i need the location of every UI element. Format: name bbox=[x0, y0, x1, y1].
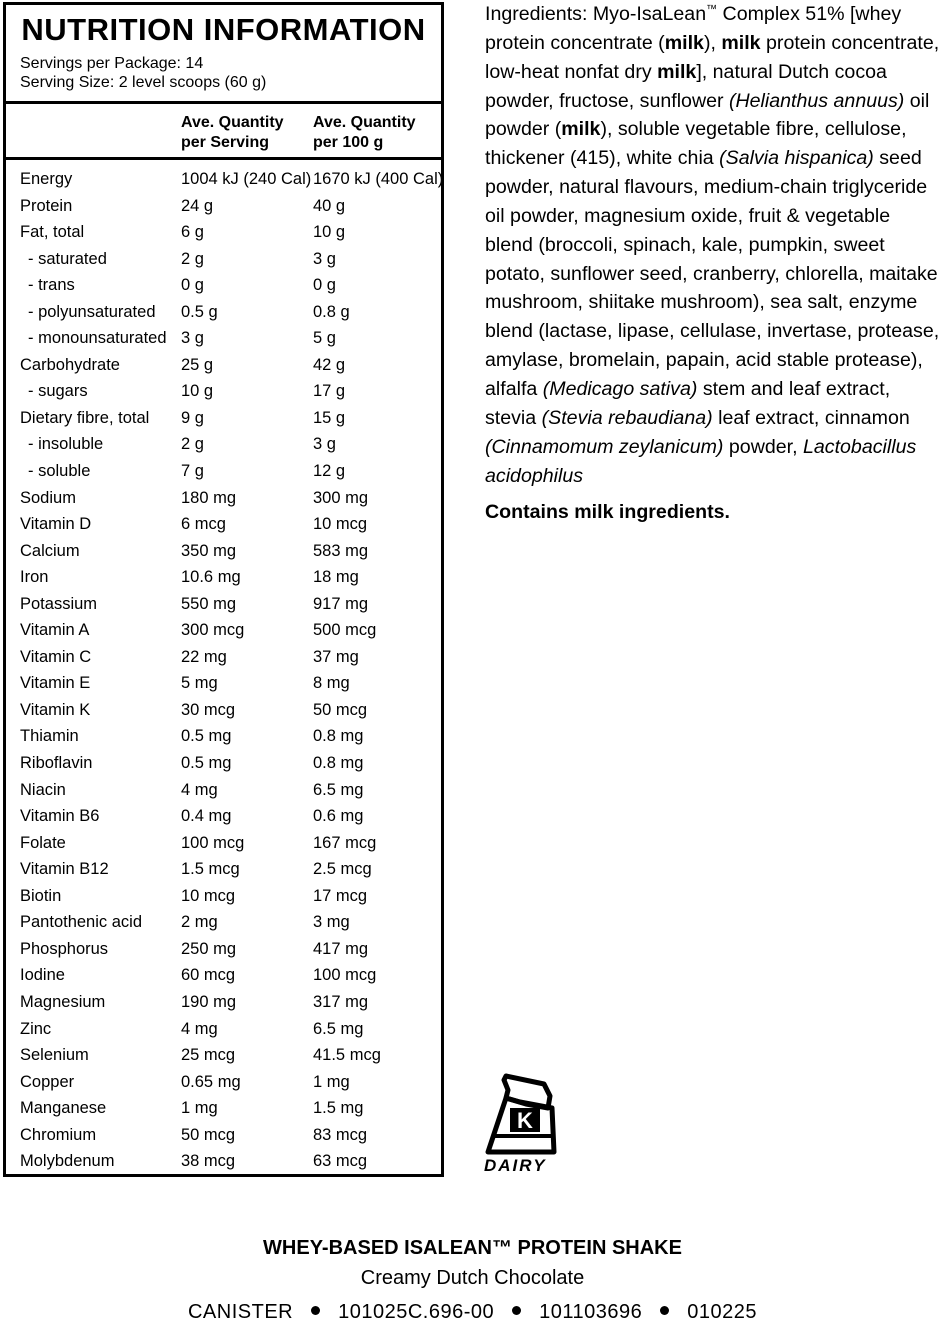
nutrient-per-serving: 60 mcg bbox=[181, 966, 236, 985]
nutrient-per-serving: 1.5 mcg bbox=[181, 860, 240, 879]
nutrient-per-100g: 6.5 mg bbox=[313, 1019, 364, 1038]
nutrient-name: Folate bbox=[20, 833, 66, 852]
nutrient-per-100g: 37 mg bbox=[313, 647, 359, 666]
nutrient-per-100g: 317 mg bbox=[313, 992, 369, 1011]
kosher-letter: K bbox=[517, 1108, 533, 1133]
product-code: 010225 bbox=[687, 1301, 757, 1323]
divider-header bbox=[6, 101, 441, 104]
ingredients-segment: Complex 51% [whey protein concentrate ( bbox=[485, 3, 902, 54]
nutrient-name: Niacin bbox=[20, 780, 66, 799]
ingredients-segment: Lactobacillus acidophilus bbox=[485, 435, 917, 487]
nutrient-per-serving: 180 mg bbox=[181, 488, 237, 507]
nutrient-per-serving: 4 mg bbox=[181, 1019, 218, 1038]
nutrient-per-100g: 18 mg bbox=[313, 568, 359, 587]
table-row bbox=[6, 591, 441, 618]
ingredients-segment: ], natural Dutch cocoa powder, fructose, sunflower bbox=[485, 60, 887, 112]
nutrient-per-serving: 5 mg bbox=[181, 674, 218, 693]
nutrient-per-100g: 1670 kJ (400 Cal) bbox=[313, 170, 444, 188]
nutrient-per-100g: 500 mcg bbox=[313, 621, 377, 640]
serving-info bbox=[20, 54, 266, 92]
nutrient-per-100g: 8 mg bbox=[313, 674, 350, 693]
nutrient-per-100g: 15 g bbox=[313, 408, 346, 427]
nutrient-per-serving: 250 mg bbox=[181, 939, 237, 958]
nutrient-name: Vitamin A bbox=[20, 621, 90, 640]
nutrient-name: Vitamin D bbox=[20, 515, 92, 534]
table-row bbox=[6, 1095, 441, 1122]
table-row bbox=[6, 352, 441, 379]
nutrient-name: Calcium bbox=[20, 541, 80, 560]
nutrient-name: - monounsaturated bbox=[28, 329, 167, 348]
nutrient-per-100g: 300 mg bbox=[313, 488, 369, 507]
nutrient-name: Molybdenum bbox=[20, 1152, 115, 1171]
nutrient-name: Dietary fibre, total bbox=[20, 408, 150, 427]
nutrient-name: Vitamin C bbox=[20, 647, 92, 666]
nutrient-per-serving: 30 mcg bbox=[181, 700, 236, 719]
product-title: WHEY-BASED ISALEAN™ PROTEIN SHAKE bbox=[263, 1237, 682, 1259]
nutrient-per-100g: 42 g bbox=[313, 355, 346, 374]
ingredients-segment: protein concentrate, low-heat nonfat dry bbox=[485, 31, 940, 83]
nutrient-per-serving: 1004 kJ (240 Cal) bbox=[181, 170, 312, 188]
nutrient-per-serving: 6 g bbox=[181, 223, 204, 242]
nutrient-per-serving: 100 mcg bbox=[181, 833, 245, 852]
product-flavor: Creamy Dutch Chocolate bbox=[360, 1267, 585, 1289]
nutrient-per-100g: 0.6 mg bbox=[313, 807, 364, 826]
table-row bbox=[6, 1042, 441, 1069]
ingredients-segment: (Helianthus annuus) bbox=[728, 89, 905, 112]
bullet-separator bbox=[660, 1306, 669, 1315]
table-row bbox=[6, 644, 441, 671]
serving-size: Serving Size: 2 level scoops (60 g) bbox=[20, 74, 267, 91]
nutrient-per-serving: 24 g bbox=[181, 196, 214, 215]
nutrient-per-serving: 10.6 mg bbox=[181, 568, 241, 587]
nutrient-name: Sodium bbox=[20, 488, 76, 507]
nutrient-name: Vitamin B12 bbox=[20, 860, 109, 879]
ingredients-segment: milk bbox=[657, 60, 697, 83]
ingredients-segment: (Cinnamomum zeylanicum) bbox=[485, 435, 724, 458]
nutrient-per-serving: 10 g bbox=[181, 382, 214, 401]
nutrient-per-serving: 0.4 mg bbox=[181, 807, 232, 826]
nutrient-table bbox=[6, 166, 444, 1175]
nutrient-per-serving: 350 mg bbox=[181, 541, 237, 560]
ingredients-segment: Ingredients: Myo-IsaLean bbox=[485, 3, 707, 25]
nutrient-name: - soluble bbox=[28, 462, 91, 481]
table-row bbox=[6, 564, 441, 591]
nutrient-name: Fat, total bbox=[20, 223, 85, 242]
table-row bbox=[6, 405, 441, 432]
product-codes bbox=[0, 1299, 945, 1325]
nutrient-per-serving: 190 mg bbox=[181, 992, 237, 1011]
nutrient-name: Protein bbox=[20, 196, 73, 215]
table-row bbox=[6, 909, 441, 936]
nutrient-per-100g: 50 mcg bbox=[313, 700, 368, 719]
nutrient-name: Chromium bbox=[20, 1125, 97, 1144]
nutrient-per-100g: 10 g bbox=[313, 223, 346, 242]
nutrient-per-serving: 3 g bbox=[181, 329, 204, 348]
table-row bbox=[6, 856, 441, 883]
nutrient-per-serving: 0 g bbox=[181, 276, 204, 295]
table-row bbox=[6, 246, 441, 273]
nutrient-name: Manganese bbox=[20, 1099, 107, 1118]
table-row bbox=[6, 1122, 441, 1149]
nutrient-per-serving: 300 mcg bbox=[181, 621, 245, 640]
nutrient-per-100g: 0 g bbox=[313, 276, 336, 295]
ingredients-segment: milk bbox=[721, 31, 761, 54]
ingredients-segment: leaf extract, cinnamon bbox=[712, 406, 910, 429]
ingredients-segment: milk bbox=[561, 118, 601, 141]
nutrient-per-serving: 38 mcg bbox=[181, 1152, 236, 1171]
table-row bbox=[6, 1069, 441, 1096]
table-row bbox=[6, 617, 441, 644]
nutrient-per-serving: 0.5 mg bbox=[181, 727, 232, 746]
column-header-per-100g bbox=[313, 113, 416, 153]
nutrient-per-100g: 12 g bbox=[313, 462, 346, 481]
nutrient-per-100g: 0.8 g bbox=[313, 302, 350, 321]
nutrient-name: - polyunsaturated bbox=[28, 302, 156, 321]
nutrient-per-serving: 0.5 g bbox=[181, 302, 218, 321]
bullet-separator bbox=[512, 1306, 521, 1315]
nutrient-name: - sugars bbox=[28, 382, 88, 401]
nutrient-per-100g: 3 g bbox=[313, 435, 336, 454]
ingredients-segment: powder, bbox=[723, 435, 803, 458]
nutrient-name: Selenium bbox=[20, 1046, 89, 1065]
ingredients-segment: milk bbox=[664, 31, 704, 54]
nutrient-per-100g: 0.8 mg bbox=[313, 754, 364, 773]
nutrient-per-100g: 10 mcg bbox=[313, 515, 368, 534]
nutrient-per-serving: 0.65 mg bbox=[181, 1072, 241, 1091]
nutrient-name: Biotin bbox=[20, 886, 62, 905]
table-row bbox=[6, 750, 441, 777]
nutrient-per-serving: 25 mcg bbox=[181, 1046, 236, 1065]
panel-title: NUTRITION INFORMATION bbox=[21, 12, 426, 47]
nutrient-per-serving: 0.5 mg bbox=[181, 754, 232, 773]
table-row bbox=[6, 538, 441, 565]
nutrient-per-100g: 3 g bbox=[313, 249, 336, 268]
table-row bbox=[6, 1016, 441, 1043]
nutrient-per-serving: 4 mg bbox=[181, 780, 218, 799]
nutrient-per-100g: 6.5 mg bbox=[313, 780, 364, 799]
nutrient-per-100g: 100 mcg bbox=[313, 966, 377, 985]
nutrient-per-100g: 417 mg bbox=[313, 939, 369, 958]
nutrient-name: - saturated bbox=[28, 249, 107, 268]
nutrient-per-serving: 2 g bbox=[181, 249, 204, 268]
table-row bbox=[6, 777, 441, 804]
product-code: 101025C.696-00 bbox=[338, 1301, 495, 1323]
table-row bbox=[6, 883, 441, 910]
nutrient-per-100g: 17 mcg bbox=[313, 886, 368, 905]
nutrient-per-serving: 10 mcg bbox=[181, 886, 236, 905]
table-row bbox=[6, 325, 441, 352]
nutrient-per-serving: 1 mg bbox=[181, 1099, 218, 1118]
nutrient-per-serving: 2 g bbox=[181, 435, 204, 454]
nutrition-panel bbox=[3, 2, 444, 1177]
table-row bbox=[6, 830, 441, 857]
nutrient-name: Iron bbox=[20, 568, 49, 587]
table-row bbox=[6, 962, 441, 989]
nutrient-name: Zinc bbox=[20, 1019, 52, 1038]
ingredients-segment: ), bbox=[703, 31, 722, 54]
table-row bbox=[6, 485, 441, 512]
ingredients-text bbox=[485, 0, 943, 490]
nutrient-name: - trans bbox=[28, 276, 75, 295]
nutrient-per-serving: 6 mcg bbox=[181, 515, 226, 534]
bullet-separator bbox=[311, 1306, 320, 1315]
table-row bbox=[6, 1148, 441, 1175]
table-row bbox=[6, 219, 441, 246]
nutrient-per-serving: 550 mg bbox=[181, 594, 237, 613]
nutrient-per-100g: 2.5 mcg bbox=[313, 860, 372, 879]
table-row bbox=[6, 378, 441, 405]
table-row bbox=[6, 166, 444, 193]
table-row bbox=[6, 697, 441, 724]
nutrient-per-serving: 25 g bbox=[181, 355, 214, 374]
table-row bbox=[6, 272, 441, 299]
nutrient-name: Iodine bbox=[20, 966, 65, 985]
table-row bbox=[6, 511, 441, 538]
nutrient-name: Carbohydrate bbox=[20, 355, 120, 374]
nutrient-name: Vitamin E bbox=[20, 674, 91, 693]
table-row bbox=[6, 193, 441, 220]
nutrient-name: Energy bbox=[20, 170, 73, 188]
nutrient-name: Vitamin B6 bbox=[20, 807, 100, 826]
divider-columns bbox=[6, 157, 441, 160]
nutrient-per-100g: 1.5 mg bbox=[313, 1099, 364, 1118]
nutrient-name: Riboflavin bbox=[20, 754, 93, 773]
table-row bbox=[6, 431, 441, 458]
nutrient-per-100g: 0.8 mg bbox=[313, 727, 364, 746]
table-row bbox=[6, 299, 441, 326]
nutrient-per-100g: 583 mg bbox=[313, 541, 369, 560]
ingredients-segment: (Salvia hispanica) bbox=[719, 147, 874, 170]
column-header-per-serving bbox=[181, 113, 284, 153]
nutrient-per-100g: 17 g bbox=[313, 382, 346, 401]
column-header-per-serving-line1: Ave. Quantity bbox=[181, 114, 284, 131]
column-header-per-serving-line2: per Serving bbox=[181, 134, 270, 151]
nutrient-per-100g: 83 mcg bbox=[313, 1125, 368, 1144]
nutrient-per-100g: 40 g bbox=[313, 196, 346, 215]
nutrient-per-serving: 50 mcg bbox=[181, 1125, 236, 1144]
nutrient-name: Magnesium bbox=[20, 992, 106, 1011]
nutrient-name: Potassium bbox=[20, 594, 98, 613]
ingredients-segment: oil powder ( bbox=[485, 89, 930, 141]
product-code: CANISTER bbox=[187, 1301, 294, 1323]
nutrient-per-serving: 22 mg bbox=[181, 647, 227, 666]
ingredients-segment: (Stevia rebaudiana) bbox=[541, 406, 713, 429]
ingredients-segment: seed powder, natural flavours, medium-chain triglyceride oil powder, magnesium oxide, fruit & vegetable blend (broccoli, spinach, kale, pumpkin, sweet potato, sunflower seed, cranberry, chlorella, maitake mushroom, shiitake mushroom), sea salt, enzyme blend (lactase, lipase, cellulase, invertase, protease, amylase, bromelain, papain, acid stable protease), alfalfa bbox=[485, 147, 940, 400]
table-row bbox=[6, 723, 441, 750]
nutrient-name: Thiamin bbox=[20, 727, 79, 746]
ingredients-segment: (Medicago sativa) bbox=[542, 377, 698, 400]
table-row bbox=[6, 936, 441, 963]
ingredients-segment: stem and leaf extract, stevia bbox=[485, 377, 891, 429]
nutrient-per-serving: 9 g bbox=[181, 408, 204, 427]
nutrient-per-100g: 1 mg bbox=[313, 1072, 350, 1091]
table-row bbox=[6, 670, 441, 697]
nutrient-per-100g: 917 mg bbox=[313, 594, 369, 613]
ingredients-segment: ), soluble vegetable fibre, cellulose, thickener (415), white chia bbox=[485, 118, 907, 170]
nutrient-name: Pantothenic acid bbox=[20, 913, 143, 932]
product-code: 101103696 bbox=[539, 1301, 643, 1323]
table-row bbox=[6, 803, 441, 830]
table-row bbox=[6, 458, 441, 485]
ingredients-segment: ™ bbox=[706, 3, 718, 16]
nutrient-per-100g: 3 mg bbox=[313, 913, 350, 932]
nutrient-per-serving: 2 mg bbox=[181, 913, 218, 932]
kosher-label: DAIRY bbox=[484, 1156, 547, 1175]
nutrient-per-100g: 41.5 mcg bbox=[313, 1046, 381, 1065]
nutrient-per-100g: 167 mcg bbox=[313, 833, 377, 852]
nutrient-name: Vitamin K bbox=[20, 700, 91, 719]
nutrient-per-100g: 63 mcg bbox=[313, 1152, 368, 1171]
nutrient-name: Phosphorus bbox=[20, 939, 109, 958]
table-row bbox=[6, 989, 441, 1016]
nutrient-per-serving: 7 g bbox=[181, 462, 204, 481]
servings-per-package: Servings per Package: 14 bbox=[20, 55, 204, 72]
nutrient-per-100g: 5 g bbox=[313, 329, 336, 348]
nutrient-name: Copper bbox=[20, 1072, 75, 1091]
allergen-statement: Contains milk ingredients. bbox=[485, 501, 730, 523]
nutrient-name: - insoluble bbox=[28, 435, 104, 454]
column-header-per-100g-line2: per 100 g bbox=[313, 134, 384, 151]
column-header-per-100g-line1: Ave. Quantity bbox=[313, 114, 416, 131]
